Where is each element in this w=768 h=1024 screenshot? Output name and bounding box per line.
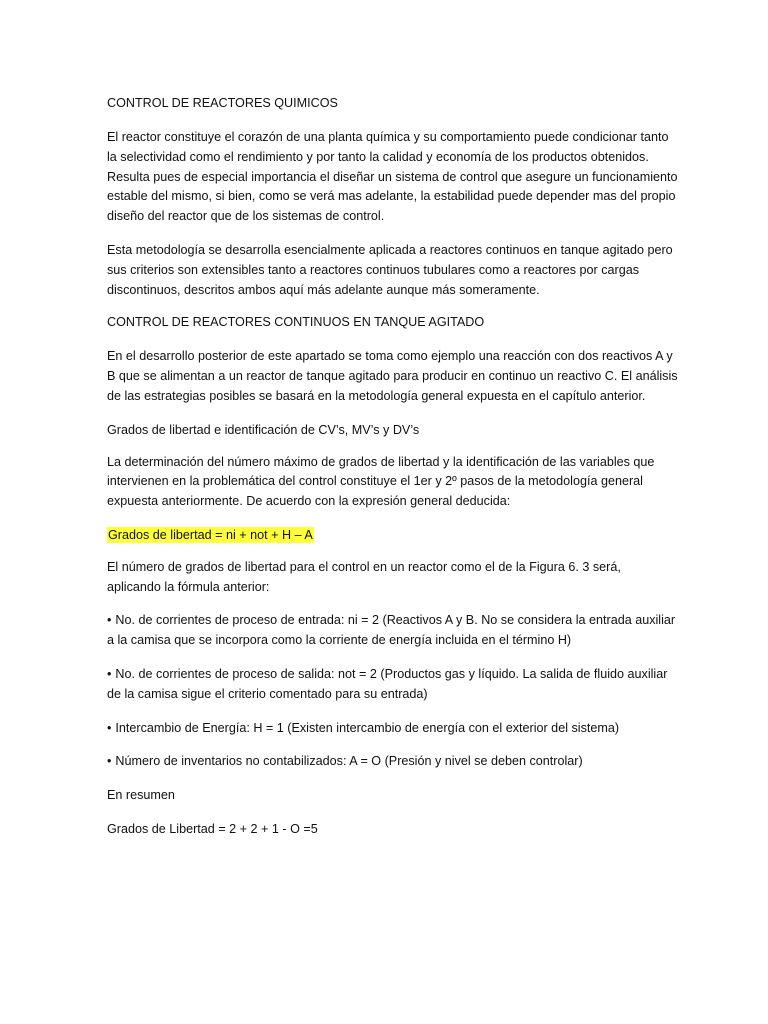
bullet-item bbox=[107, 611, 678, 651]
bullet-icon: • bbox=[107, 720, 112, 735]
bullet-item bbox=[107, 719, 678, 739]
formula-highlight: Grados de libertad = ni + not + H – A bbox=[108, 527, 313, 542]
bullet-text: Número de inventarios no contabilizados: A = O (Presión y nivel se deben controlar) bbox=[115, 754, 583, 769]
subsection-title: Grados de libertad e identificación de CV’s, MV’s y DV’s bbox=[107, 422, 420, 437]
bullet-item bbox=[107, 752, 678, 772]
summary-label: En resumen bbox=[107, 788, 175, 803]
methodology-paragraph: Esta metodología se desarrolla esencialmente aplicada a reactores continuos en tanque agitado pero sus criterios son extensibles tanto a reactores continuos tubulares como a reactores por cargas discontinuos, descritos ambos aquí más adelante aunque más someramente. bbox=[107, 242, 673, 297]
bullet-icon: • bbox=[107, 613, 112, 628]
figure-reference-paragraph: El número de grados de libertad para el control en un reactor como el de la Figura 6. 3 será, aplicando la fórmula anterior: bbox=[107, 559, 621, 594]
result-line: Grados de Libertad = 2 + 2 + 1 - O =5 bbox=[107, 821, 318, 836]
formula-line bbox=[107, 526, 678, 546]
intro-paragraph: El reactor constituye el corazón de una planta química y su comportamiento puede condicionar tanto la selectividad como el rendimiento y por tanto la calidad y economía de los productos obtenidos. Resulta pues de especial importancia el diseñar un sistema de control que asegure un funcionamiento estable del mismo, si bien, como se verá mas adelante, la estabilidad puede depender mas del propio diseño del reactor que de los sistemas de control. bbox=[107, 130, 678, 224]
bullet-item bbox=[107, 665, 678, 705]
bullet-text: No. de corrientes de proceso de entrada: ni = 2 (Reactivos A y B. No se considera la entrada auxiliar a la camisa que se incorpora como la corriente de energía incluida en el término H) bbox=[107, 613, 676, 648]
bullet-text: Intercambio de Energía: H = 1 (Existen intercambio de energía con el exterior del sistema) bbox=[115, 720, 620, 735]
determination-paragraph: La determinación del número máximo de grados de libertad y la identificación de las variables que intervienen en la problemática del control constituye el 1er y 2º pasos de la metodología general expuesta anteriormente. De acuerdo con la expresión general deducida: bbox=[107, 454, 655, 509]
bullet-text: No. de corrientes de proceso de salida: not = 2 (Productos gas y líquido. La salida de fluido auxiliar de la camisa sigue el criterio comentado para su entrada) bbox=[107, 666, 668, 701]
bullet-icon: • bbox=[107, 754, 112, 769]
section-title: CONTROL DE REACTORES CONTINUOS EN TANQUE AGITADO bbox=[107, 315, 485, 330]
document-title: CONTROL DE REACTORES QUIMICOS bbox=[107, 96, 338, 110]
bullet-icon: • bbox=[107, 666, 112, 681]
example-paragraph: En el desarrollo posterior de este apartado se toma como ejemplo una reacción con dos reactivos A y B que se alimentan a un reactor de tanque agitado para producir en continuo un reactivo C. El análisis de las estrategias posibles se basará en la metodología general expuesta en el capítulo anterior. bbox=[107, 349, 678, 403]
